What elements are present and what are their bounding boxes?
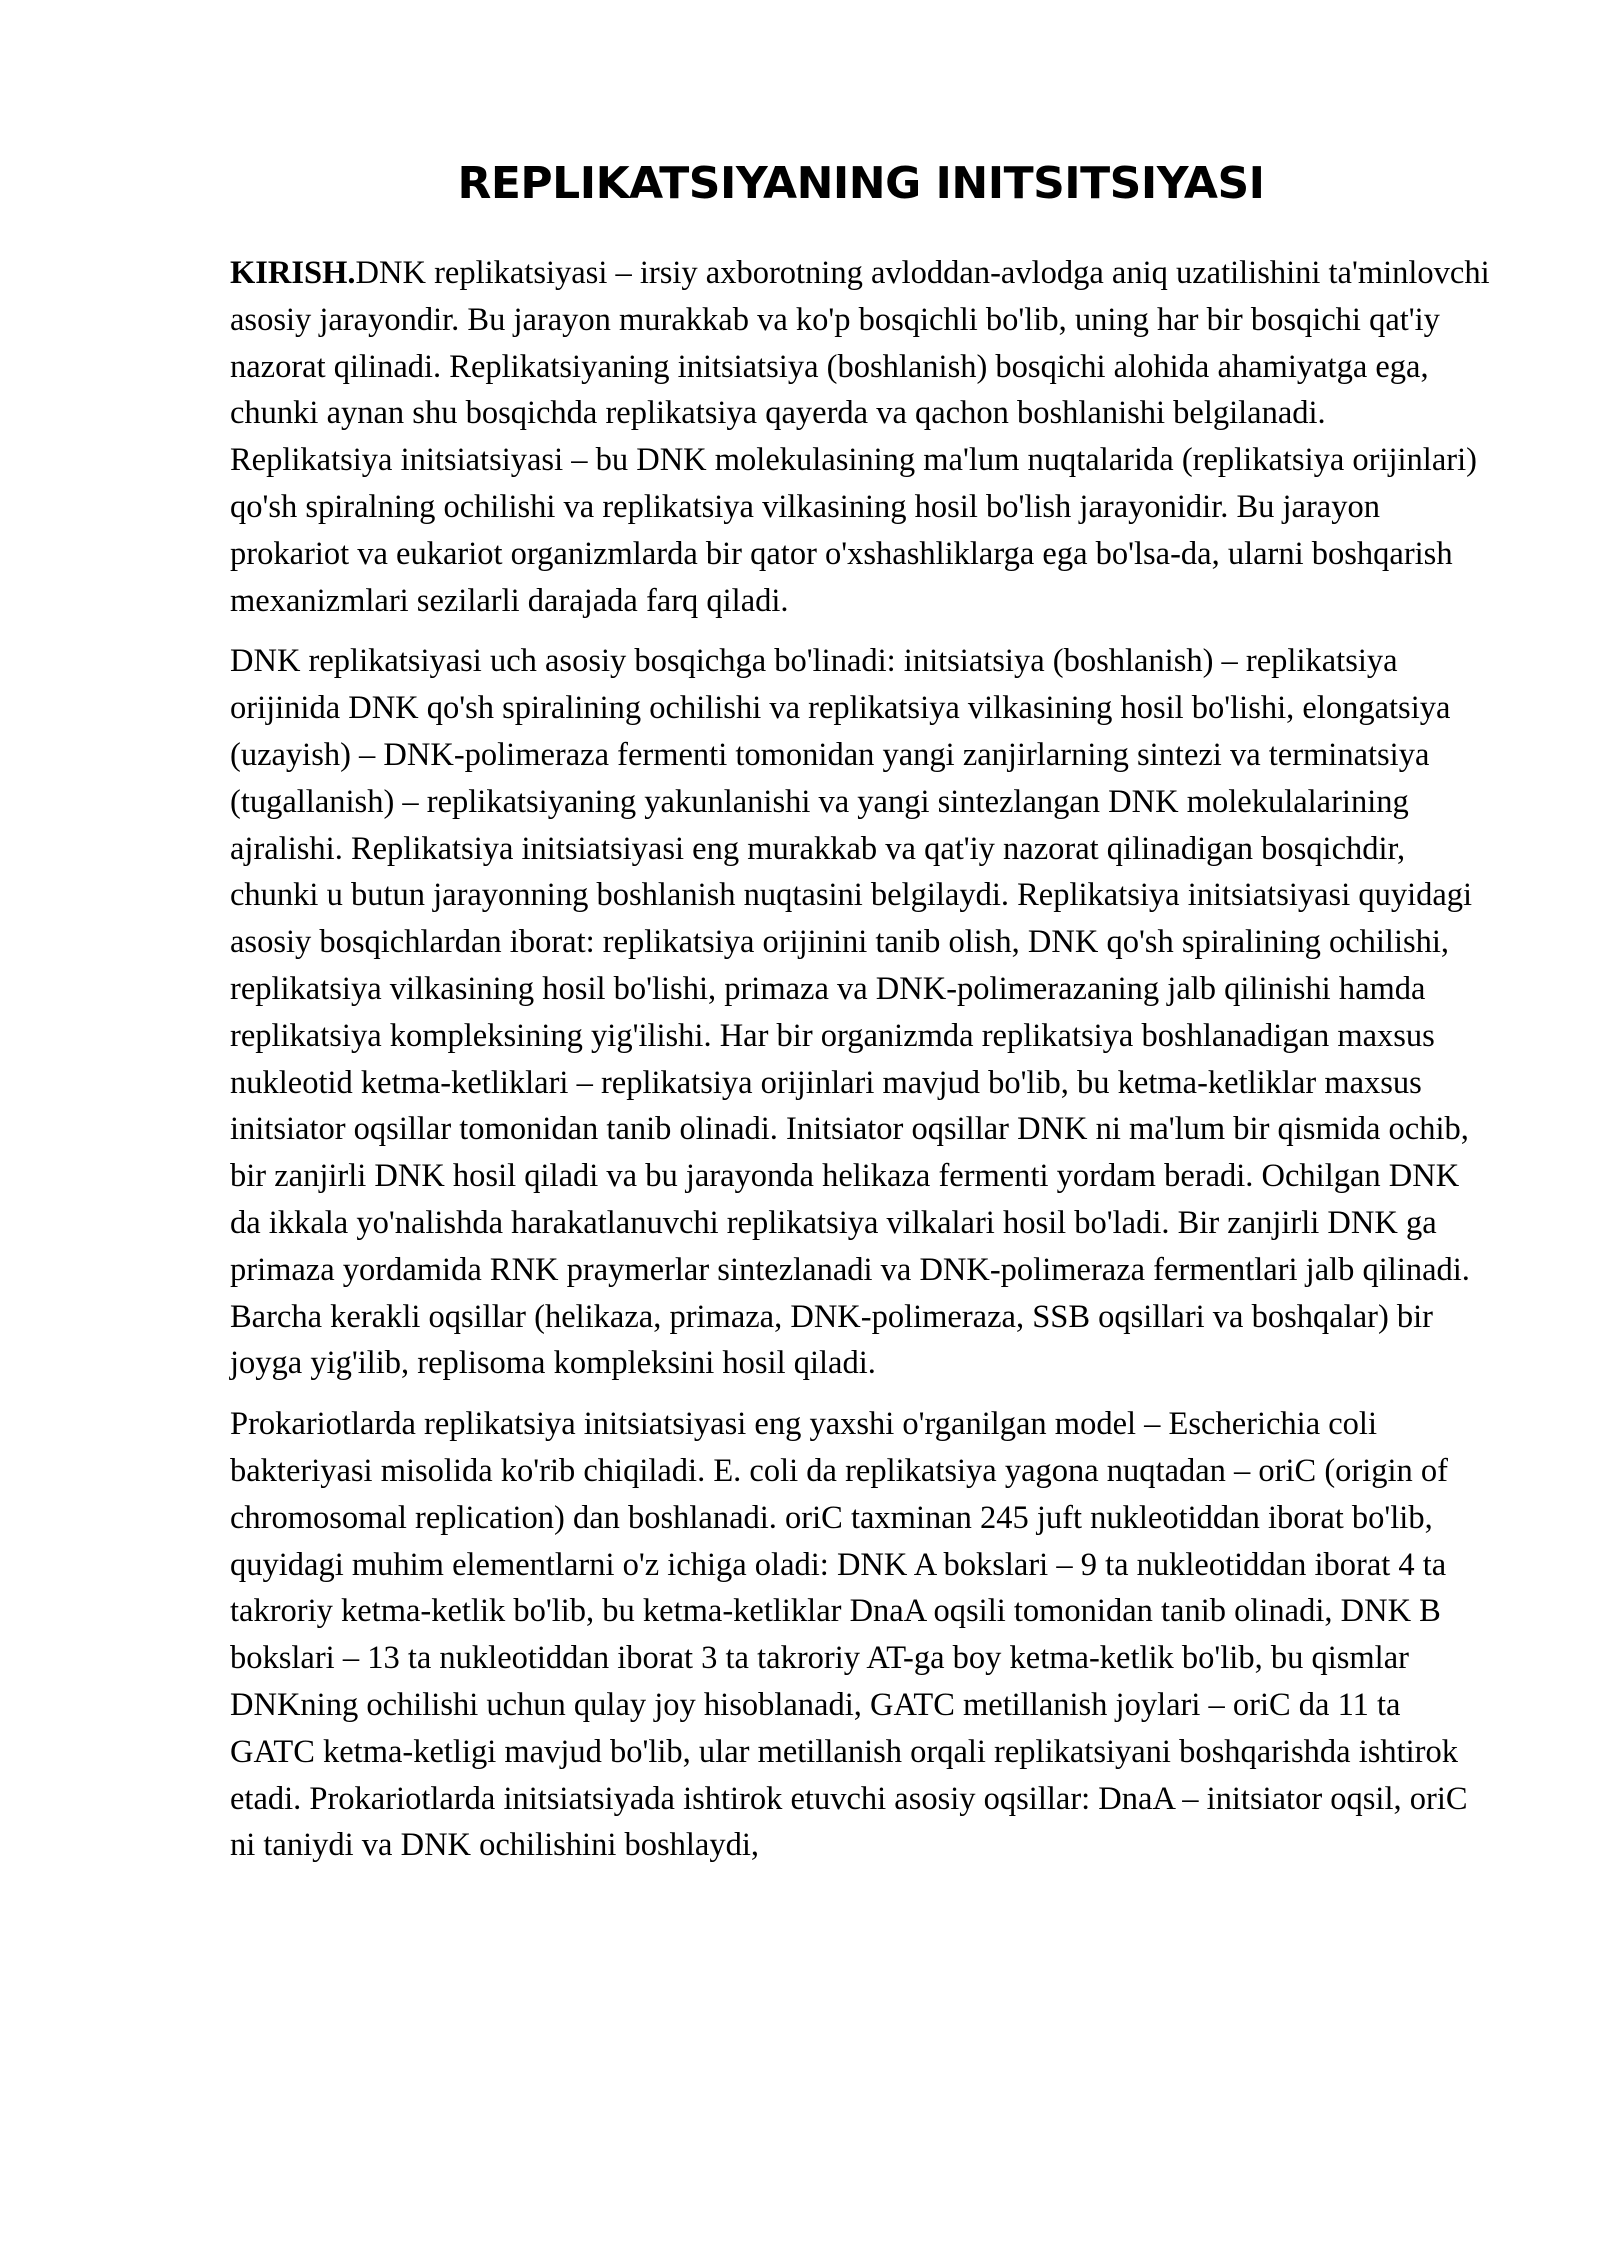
paragraph-1-text: DNK replikatsiyasi – irsiy axborotning avloddan-avlodga aniq uzatilishini ta'minlovchi asosiy jarayondir. Bu jarayon murakkab va ko'p bosqichli bo'lib, uning har bir bosqichi qat'iy nazorat qilinadi. Replikatsiyaning initsiatsiya (boshlanish) bosqichi alohida ahamiyatga ega, chunki aynan shu bosqichda replikatsiya qayerda va qachon boshlanishi belgilanadi. Replikatsiya initsiatsiyasi – bu DNK molekulasining ma'lum nuqtalarida (replikatsiya orijinlari) qo'sh spiralning ochilishi va replikatsiya vilkasining hosil bo'lish jarayonidir. Bu jarayon prokariot va eukariot organizmlarda bir qator o'xshashliklarga ega bo'lsa-da, ularni boshqarish mexanizmlari sezilarli darajada farq qiladi. bbox=[230, 255, 1490, 619]
paragraph-intro bbox=[230, 250, 1492, 624]
paragraph-3: Prokariotlarda replikatsiya initsiatsiyasi eng yaxshi o'rganilgan model – Escherichia coli bakteriyasi misolida ko'rib chiqiladi. E. coli da replikatsiya yagona nuqtadan – oriC (origin of chromosomal replication) dan boshlanadi. oriC taxminan 245 juft nukleotiddan iborat bo'lib, quyidagi muhim elementlarni o'z ichiga oladi: DNK A bokslari – 9 ta nukleotiddan iborat 4 ta takroriy ketma-ketlik bo'lib, bu ketma-ketliklar DnaA oqsili tomonidan tanib olinadi, DNK B bokslari – 13 ta nukleotiddan iborat 3 ta takroriy AT-ga boy ketma-ketlik bo'lib, bu qismlar DNKning ochilishi uchun qulay joy hisoblanadi, GATC metillanish joylari – oriC da 11 ta GATC ketma-ketligi mavjud bo'lib, ular metillanish orqali replikatsiyani boshqarishda ishtirok etadi. Prokariotlarda initsiatsiyada ishtirok etuvchi asosiy oqsillar: DnaA – initsiator oqsil, oriC ni taniydi va DNK ochilishini boshlaydi, bbox=[230, 1406, 1468, 1864]
document-title: REPLIKATSIYANING INITSITSIYASI bbox=[457, 158, 1265, 209]
paragraph-2: DNK replikatsiyasi uch asosiy bosqichga bo'linadi: initsiatsiya (boshlanish) – replikatsiya orijinida DNK qo'sh spiralining ochilishi va replikatsiya vilkasining hosil bo'lishi, elongatsiya (uzayish) – DNK-polimeraza fermenti tomonidan yangi zanjirlarning sintezi va terminatsiya (tugallanish) – replikatsiyaning yakunlanishi va yangi sintezlangan DNK molekulalarining ajralishi. Replikatsiya initsiatsiyasi eng murakkab va qat'iy nazorat qilinadigan bosqichdir, chunki u butun jarayonning boshlanish nuqtasini belgilaydi. Replikatsiya initsiatsiyasi quyidagi asosiy bosqichlardan iborat: replikatsiya orijinini tanib olish, DNK qo'sh spiralining ochilishi, replikatsiya vilkasining hosil bo'lishi, primaza va DNK-polimerazaning jalb qilinishi hamda replikatsiya kompleksining yig'ilishi. Har bir organizmda replikatsiya boshlanadigan maxsus nukleotid ketma-ketliklari – replikatsiya orijinlari mavjud bo'lib, bu ketma-ketliklar maxsus initsiator oqsillar tomonidan tanib olinadi. Initsiator oqsillar DNK ni ma'lum bir qismida ochib, bir zanjirli DNK hosil qiladi va bu jarayonda helikaza fermenti yordam beradi. Ochilgan DNK da ikkala yo'nalishda harakatlanuvchi replikatsiya vilkalari hosil bo'ladi. Bir zanjirli DNK ga primaza yordamida RNK praymerlar sintezlanadi va DNK-polimeraza fermentlari jalb qilinadi. Barcha kerakli oqsillar (helikaza, primaza, DNK-polimeraza, SSB oqsillari va boshqalar) bir joyga yig'ilib, replisoma kompleksini hosil qiladi. bbox=[230, 643, 1473, 1382]
document-body bbox=[230, 250, 1492, 1883]
intro-label: KIRISH. bbox=[230, 255, 356, 291]
